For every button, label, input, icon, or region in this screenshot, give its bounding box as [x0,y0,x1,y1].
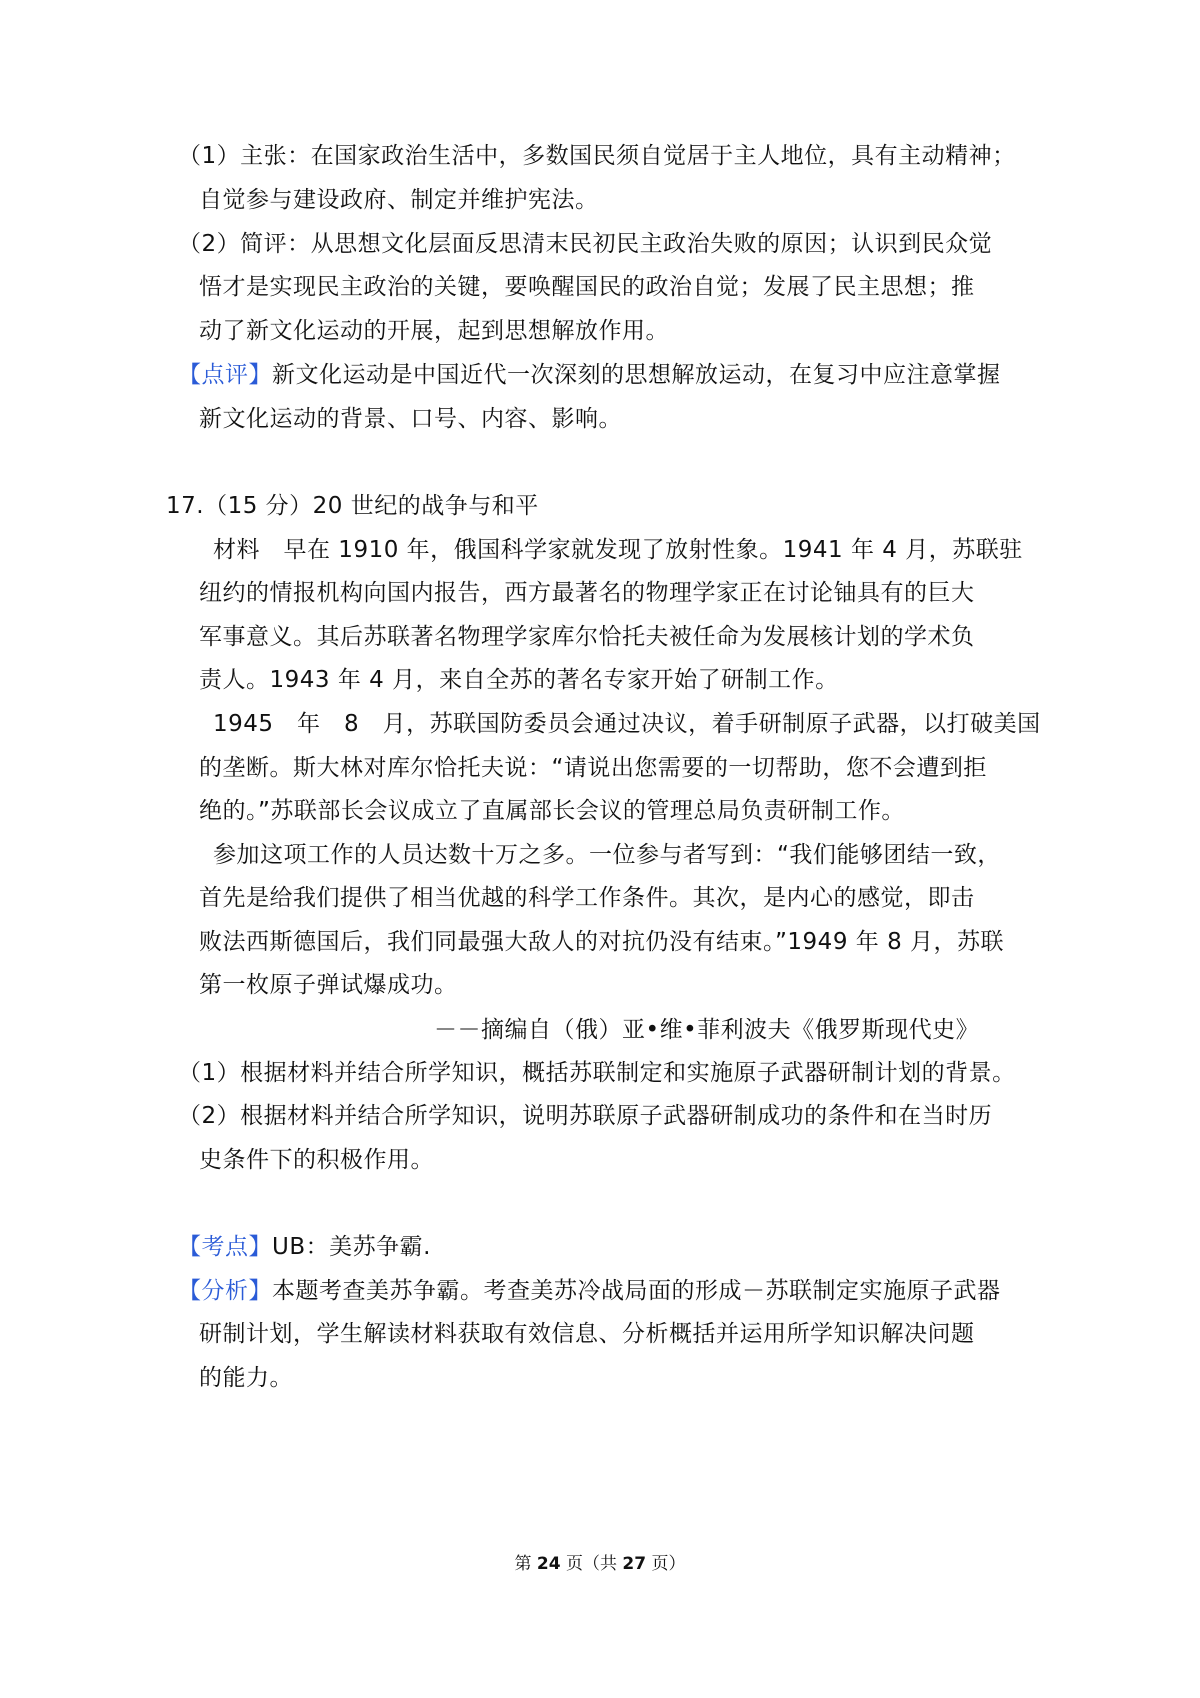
material-p3-line-4: 第一枚原子弹试爆成功。 [199,972,458,998]
comment-text-1: 新文化运动是中国近代一次深刻的思想解放运动，在复习中应注意掌握 [272,362,1001,388]
answer-item-2-line-3: 动了新文化运动的开展，起到思想解放作用。 [199,318,669,344]
kaodian-tag: 【考点】 [178,1234,272,1260]
material-p1-line-4: 责人。1943 年 4 月，来自全苏的著名专家开始了研制工作。 [199,667,839,693]
material-p2-line-1: 1945 年 8 月，苏联国防委员会通过决议，着手研制原子武器，以打破美国 [213,711,1041,737]
footer-page-number: 24 [536,1554,561,1574]
fenxi-text-1: 本题考查美苏争霸。考查美苏冷战局面的形成－苏联制定实施原子武器 [272,1278,1001,1304]
footer-mid: 页（共 [566,1554,617,1574]
kaodian-text: UB：美苏争霸. [272,1234,431,1260]
footer-post: 页） [651,1554,686,1574]
material-p1-line-1: 材料 早在 1910 年，俄国科学家就发现了放射性象。1941 年 4 月，苏联驻 [213,537,1023,563]
question-17-title: 17.（15 分）20 世纪的战争与和平 [166,493,539,519]
answer-item-1-line-1: （1）主张：在国家政治生活中，多数国民须自觉居于主人地位，具有主动精神； [178,143,1016,169]
material-p1-line-2: 纽约的情报机构向国内报告，西方最著名的物理学家正在讨论铀具有的巨大 [199,580,975,606]
sub-question-2-line-1: （2）根据材料并结合所学知识，说明苏联原子武器研制成功的条件和在当时历 [178,1103,993,1129]
sub-question-1: （1）根据材料并结合所学知识，概括苏联制定和实施原子武器研制计划的背景。 [178,1060,1016,1086]
answer-item-1-line-2: 自觉参与建设政府、制定并维护宪法。 [199,187,599,213]
material-p3-line-3: 败法西斯德国后，我们同最强大敌人的对抗仍没有结束。”1949 年 8 月，苏联 [199,929,1005,955]
comment-line-2: 新文化运动的背景、口号、内容、影响。 [199,406,622,432]
material-p2-line-3: 绝的。”苏联部长会议成立了直属部长会议的管理总局负责研制工作。 [199,798,905,824]
fenxi-tag: 【分析】 [178,1278,272,1304]
fenxi-line-1 [178,1275,1001,1307]
material-source: －－摘编自（俄）亚•维•菲利波夫《俄罗斯现代史》 [434,1017,980,1043]
fenxi-line-3: 的能力。 [199,1365,293,1391]
material-p2-line-2: 的垄断。斯大林对库尔恰托夫说：“请说出您需要的一切帮助，您不会遭到拒 [199,755,987,781]
material-p3-line-1: 参加这项工作的人员达数十万之多。一位参与者写到：“我们能够团结一致， [213,842,1001,868]
answer-item-2-line-1: （2）简评：从思想文化层面反思清末民初民主政治失败的原因；认识到民众觉 [178,231,993,257]
footer-total-pages: 27 [622,1554,647,1574]
material-p1-line-3: 军事意义。其后苏联著名物理学家库尔恰托夫被任命为发展核计划的学术负 [199,624,975,650]
page-footer [0,1552,1200,1576]
footer-pre: 第 [514,1554,532,1574]
kaodian-line [178,1231,431,1263]
comment-tag: 【点评】 [178,362,272,388]
sub-question-2-line-2: 史条件下的积极作用。 [199,1147,434,1173]
answer-item-2-line-2: 悟才是实现民主政治的关键，要唤醒国民的政治自觉；发展了民主思想；推 [199,274,975,300]
fenxi-line-2: 研制计划，学生解读材料获取有效信息、分析概括并运用所学知识解决问题 [199,1321,975,1347]
comment-line-1 [178,359,1001,391]
material-p3-line-2: 首先是给我们提供了相当优越的科学工作条件。其次，是内心的感觉，即击 [199,885,975,911]
